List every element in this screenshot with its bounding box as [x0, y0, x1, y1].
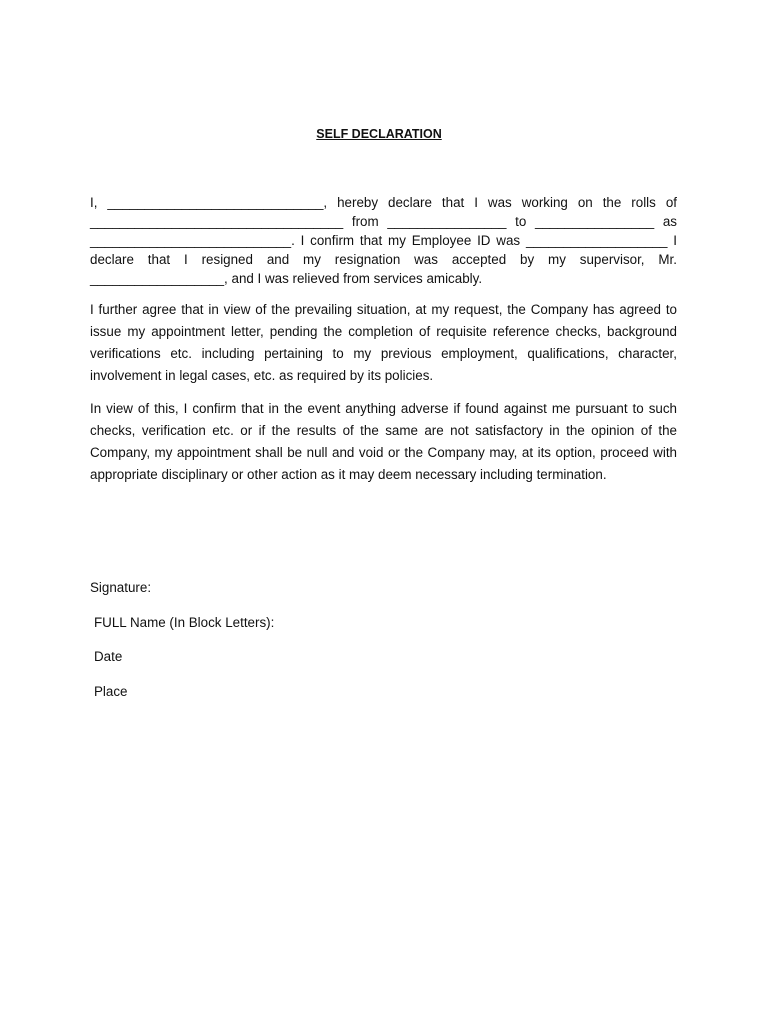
date-label: Date [94, 649, 123, 664]
full-name-label: FULL Name (In Block Letters): [94, 615, 275, 630]
confirmation-paragraph: In view of this, I confirm that in the event anything adverse if found against me pursuant to such checks, verification etc. or if the results of the same are not satisfactory in the opinion of the Company, my appointment shall be null and void or the Company may, at its option, proceed with appropriate disciplinary or other action as it may deem necessary including termination. [90, 401, 677, 482]
place-label: Place [94, 684, 128, 699]
agreement-paragraph: I further agree that in view of the prevailing situation, at my request, the Company has agreed to issue my appointment letter, pending the completion of requisite reference checks, background verifications etc. including pertaining to my previous employment, qualifications, character, involvement in legal cases, etc. as required by its policies. [90, 302, 677, 383]
declaration-paragraph: I, _____________________________, hereby declare that I was working on the rolls of __________________________________ from ________________ to ________________ as ___________________________. I confirm that my Employee ID was ___________________ I declare that I resigned and my resignation was accepted by my supervisor, Mr. __________________, and I was relieved from services amicably. [90, 195, 677, 286]
signature-label: Signature: [90, 580, 152, 595]
document-title: SELF DECLARATION [316, 127, 442, 141]
